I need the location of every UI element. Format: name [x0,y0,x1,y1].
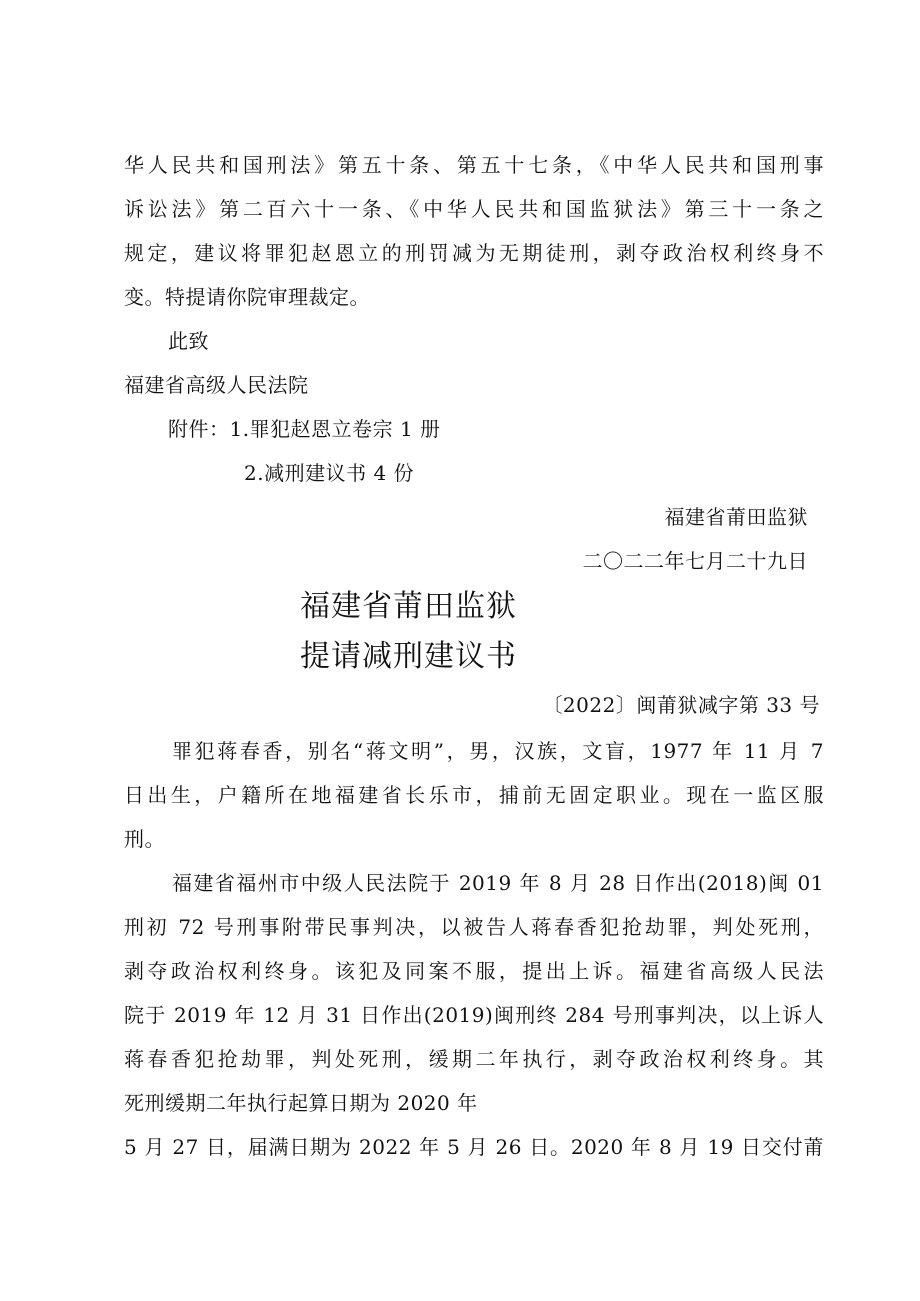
document-number: 〔2022〕闽莆狱减字第 33 号 [542,693,820,717]
paragraph-line: 罪犯蒋春香，别名“蒋文明”，男，汉族，文盲，1977 年 11 月 7 [172,739,824,763]
signature-org: 福建省莆田监狱 [664,505,808,529]
paragraph-line: 5 月 27 日，届满日期为 2022 年 5 月 26 日。2020 年 8 月 19 日交付莆 [124,1135,824,1159]
signature-date: 二〇二二年七月二十九日 [582,549,808,573]
paragraph-line: 死刑缓期二年执行起算日期为 2020 年 [124,1091,478,1115]
document-title: 提请减刑建议书 [300,639,517,674]
paragraph-line: 刑初 72 号刑事附带民事判决，以被告人蒋春香犯抢劫罪，判处死刑， [124,915,824,939]
paragraph-line: 刑。 [124,827,165,851]
paragraph-line: 蒋春香犯抢劫罪，判处死刑，缓期二年执行，剥夺政治权利终身。其 [124,1047,824,1071]
paragraph-line: 院于 2019 年 12 月 31 日作出(2019)闽刑终 284 号刑事判决，以上诉人 [124,1003,824,1027]
paragraph-line: 剥夺政治权利终身。该犯及同案不服，提出上诉。福建省高级人民法 [124,959,824,983]
document-title: 福建省莆田监狱 [300,589,517,624]
paragraph-line: 诉讼法》第二百六十一条、《中华人民共和国监狱法》第三十一条之 [124,197,824,221]
paragraph-line: 变。特提请你院审理裁定。 [124,285,370,309]
attachment-item: 2.减刑建议书 4 份 [244,461,415,485]
paragraph-line: 日出生，户籍所在地福建省长乐市，捕前无固定职业。现在一监区服 [124,783,824,807]
salutation: 此致 [168,329,209,353]
attachment-item: 附件：1.罪犯赵恩立卷宗 1 册 [168,417,441,441]
paragraph-line: 华人民共和国刑法》第五十条、第五十七条，《中华人民共和国刑事 [124,153,824,177]
paragraph-line: 福建省福州市中级人民法院于 2019 年 8 月 28 日作出(2018)闽 01 [172,871,824,895]
recipient: 福建省高级人民法院 [124,373,309,397]
paragraph-line: 规定，建议将罪犯赵恩立的刑罚减为无期徒刑，剥夺政治权利终身不 [124,241,824,265]
